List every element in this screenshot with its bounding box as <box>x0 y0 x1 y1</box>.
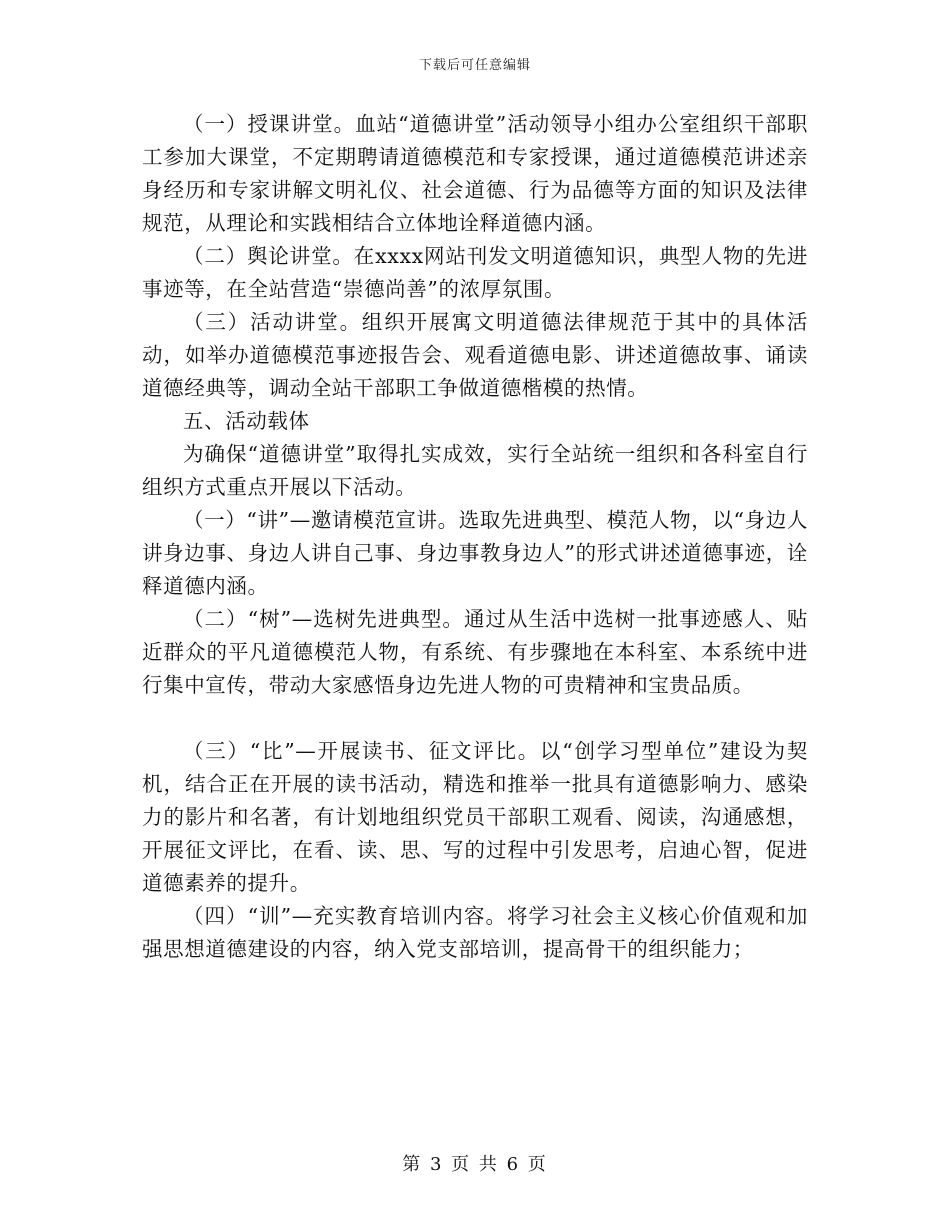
section-heading-activity-carrier: 五、活动载体 <box>183 409 310 433</box>
document-body <box>142 108 808 966</box>
page-header: 下载后可任意编辑 <box>418 58 531 73</box>
paragraph-intro: 为确保“道德讲堂”取得扎实成效，实行全站统一组织和各科室自行组织方式重点开展以下活动。 <box>142 442 808 499</box>
paragraph-speak: （一）“讲”—邀请模范宣讲。选取先进典型、模范人物，以“身边人讲身边事、身边人讲自己事、身边事教身边人”的形式讲述道德事迹，诠释道德内涵。 <box>142 508 808 598</box>
paragraph-teaching-lecture: （一）授课讲堂。血站“道德讲堂”活动领导小组办公室组织干部职工参加大课堂，不定期聘请道德模范和专家授课，通过道德模范讲述亲身经历和专家讲解文明礼仪、社会道德、行为品德等方面的知识及法律规范，从理论和实践相结合立体地诠释道德内涵。 <box>142 112 808 235</box>
paragraph-train: （四）“训”—充实教育培训内容。将学习社会主义核心价值观和加强思想道德建设的内容，纳入党支部培训，提高骨干的组织能力； <box>142 904 808 961</box>
paragraph-compare: （三）“比”—开展读书、征文评比。以“创学习型单位”建设为契机，结合正在开展的读书活动，精选和推举一批具有道德影响力、感染力的影片和名著，有计划地组织党员干部职工观看、阅读，沟通感想，开展征文评比，在看、读、思、写的过程中引发思考，启迪心智，促进道德素养的提升。 <box>142 739 808 895</box>
paragraph-activity-lecture: （三）活动讲堂。组织开展寓文明道德法律规范于其中的具体活动，如举办道德模范事迹报告会、观看道德电影、讲述道德故事、诵读道德经典等，调动全站干部职工争做道德楷模的热情。 <box>142 310 808 400</box>
paragraph-public-opinion-lecture: （二）舆论讲堂。在xxxx网站刊发文明道德知识，典型人物的先进事迹等，在全站营造“崇德尚善”的浓厚氛围。 <box>142 244 808 301</box>
paragraph-establish: （二）“树”—选树先进典型。通过从生活中选树一批事迹感人、贴近群众的平凡道德模范人物，有系统、有步骤地在本科室、本系统中进行集中宣传，带动大家感悟身边先进人物的可贵精神和宝贵品质。 <box>142 607 808 697</box>
page-number: 第 3 页 共 6 页 <box>402 1154 548 1175</box>
